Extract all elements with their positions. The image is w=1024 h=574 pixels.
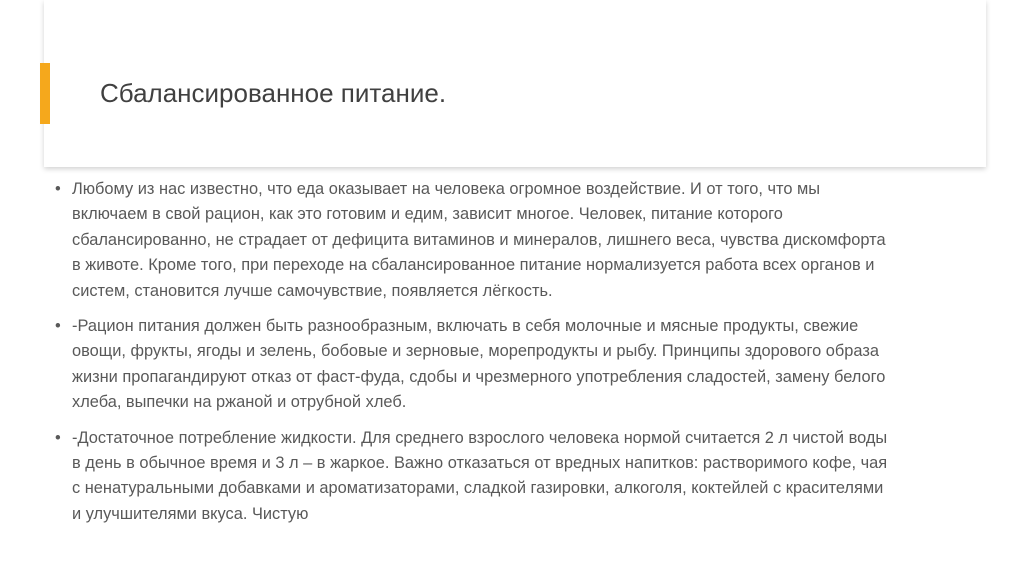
bullet-text: -Достаточное потребление жидкости. Для среднего взрослого человека нормой считается 2 л чистой воды в день в обычное время и 3 л – в жаркое. Важно отказаться от вредных напитков: растворимого кофе, чая с ненатуральными добавками и ароматизаторами, сладкой газировки, алкоголя, коктейлей с красителями и улучшителями вкуса. Чистую — [72, 428, 888, 523]
bullet-dot: • — [55, 428, 61, 447]
bullet-dot: • — [55, 317, 61, 336]
bullet-text: Любому из нас известно, что еда оказывает на человека огромное воздействие. И от того, что мы включаем в свой рацион, как это готовим и едим, зависит многое. Человек, питание которого сбалансированно, не страдает от дефицита витаминов и минералов, лишнего веса, чувства дискомфорта в животе. Кроме того, при переходе на сбалансированное питание нормализуется работа всех органов и систем, становится лучше самочувствие, появляется лёгкость. — [72, 180, 886, 300]
bullet-item — [52, 426, 888, 528]
bullet-text: -Рацион питания должен быть разнообразным, включать в себя молочные и мясные продукты, свежие овощи, фрукты, ягоды и зелень, бобовые и зерновые, морепродукты и рыбу. Принципы здорового образа жизни пропагандируют отказ от фаст-фуда, сдобы и чрезмерного употребления сладостей, замену белого хлеба, выпечки на ржаной и отрубной хлеб. — [72, 317, 886, 412]
accent-bar — [40, 63, 50, 124]
slide-title: Сбалансированное питание. — [100, 78, 447, 108]
bullet-dot: • — [55, 180, 61, 198]
bullet-list — [52, 177, 888, 537]
bullet-item — [52, 177, 888, 304]
bullet-item — [52, 314, 888, 416]
